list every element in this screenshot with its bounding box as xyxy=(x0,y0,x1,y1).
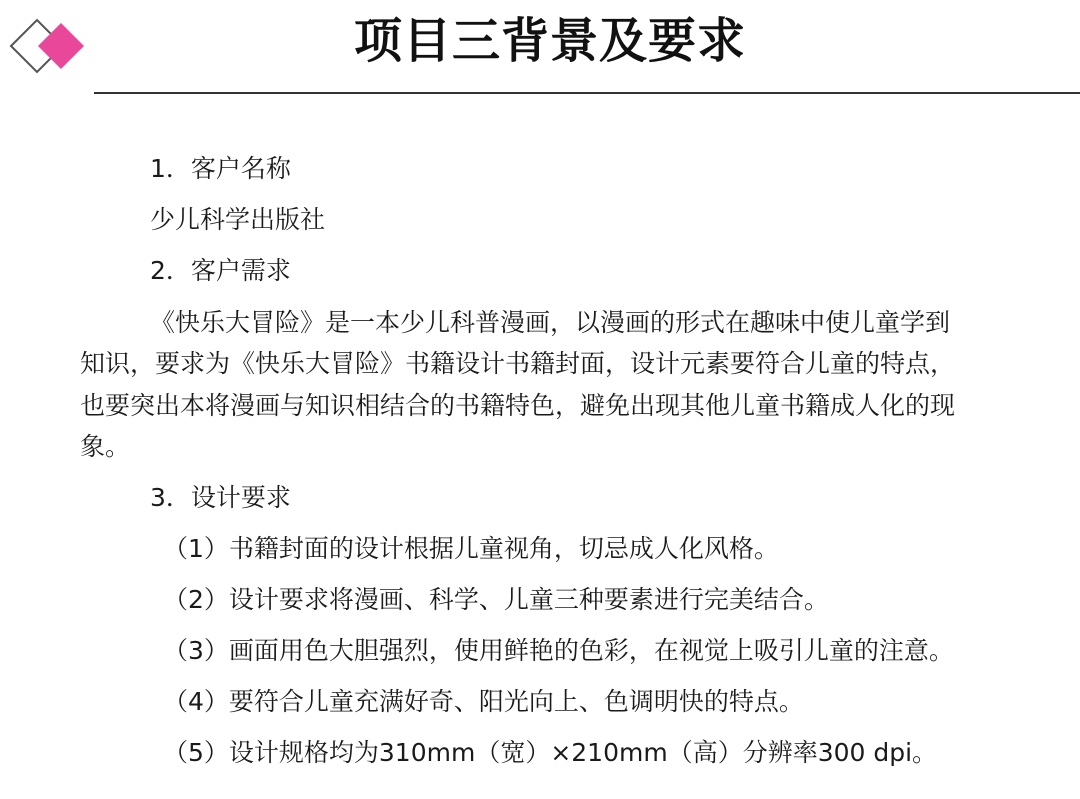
client-needs-heading: 2．客户需求 xyxy=(150,256,291,285)
client-needs-line: 《快乐大冒险》是一本少儿科普漫画，以漫画的形式在趣味中使儿童学到 xyxy=(150,308,951,337)
client-needs-line: 也要突出本将漫画与知识相结合的书籍特色，避免出现其他儿童书籍成人化的现 xyxy=(80,391,956,420)
client-name-value: 少儿科学出版社 xyxy=(150,205,326,234)
design-req-item: （2）设计要求将漫画、科学、儿童三种要素进行完美结合。 xyxy=(163,585,829,614)
page-title: 项目三背景及要求 xyxy=(353,13,746,69)
client-needs-line: 知识，要求为《快乐大冒险》书籍设计书籍封面，设计元素要符合儿童的特点， xyxy=(80,349,956,378)
design-req-item: （1）书籍封面的设计根据儿童视角，切忌成人化风格。 xyxy=(163,534,779,563)
design-req-heading: 3．设计要求 xyxy=(150,483,291,512)
design-req-item: （4）要符合儿童充满好奇、阳光向上、色调明快的特点。 xyxy=(163,687,804,716)
client-needs-line: 象。 xyxy=(80,432,131,461)
design-req-item: （5）设计规格均为310mm（宽）×210mm（高）分辨率300 dpi。 xyxy=(163,738,938,767)
title-divider xyxy=(94,92,1080,94)
client-name-heading: 1．客户名称 xyxy=(150,154,291,183)
design-req-item: （3）画面用色大胆强烈，使用鲜艳的色彩，在视觉上吸引儿童的注意。 xyxy=(163,636,954,665)
